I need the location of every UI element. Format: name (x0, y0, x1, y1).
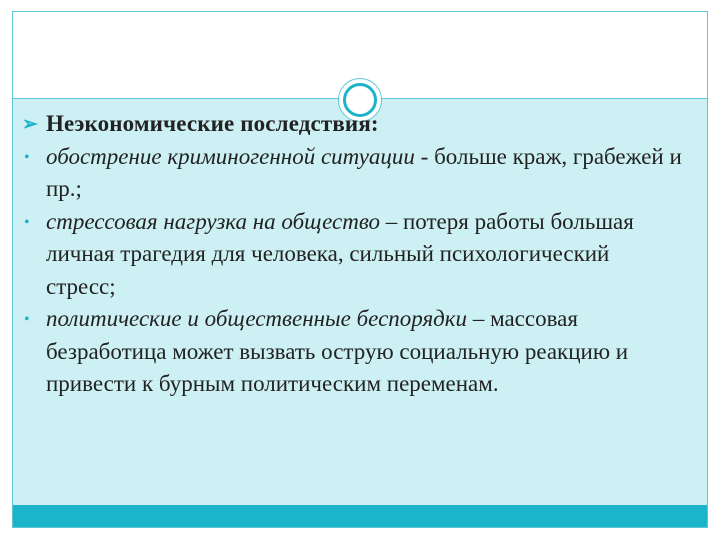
bullet-icon: • (24, 213, 30, 231)
list-item (22, 303, 682, 401)
bullet-icon: • (24, 311, 30, 328)
item-text: – потеря работы большая личная трагедия для человека, сильный психологический стресс; (46, 208, 634, 299)
section-heading (22, 108, 682, 141)
item-emphasis: обострение криминогенной ситуации (46, 143, 415, 169)
item-text: - больше краж, грабежей и пр.; (46, 143, 682, 201)
arrow-bullet-icon: ➢ (22, 114, 39, 135)
bottom-accent-bar (13, 505, 707, 527)
item-text: – массовая безработица может вызвать острую социальную реакцию и привести к бурным политическим переменам. (46, 306, 629, 396)
bullet-icon: • (24, 148, 30, 166)
slide-body (22, 108, 682, 401)
heading-text: Неэкономические последствия: (46, 111, 379, 136)
item-emphasis: политические и общественные беспорядки (46, 306, 468, 331)
item-emphasis: стрессовая нагрузка на общество (46, 208, 380, 234)
list-item (22, 141, 682, 206)
list-item (22, 206, 682, 304)
